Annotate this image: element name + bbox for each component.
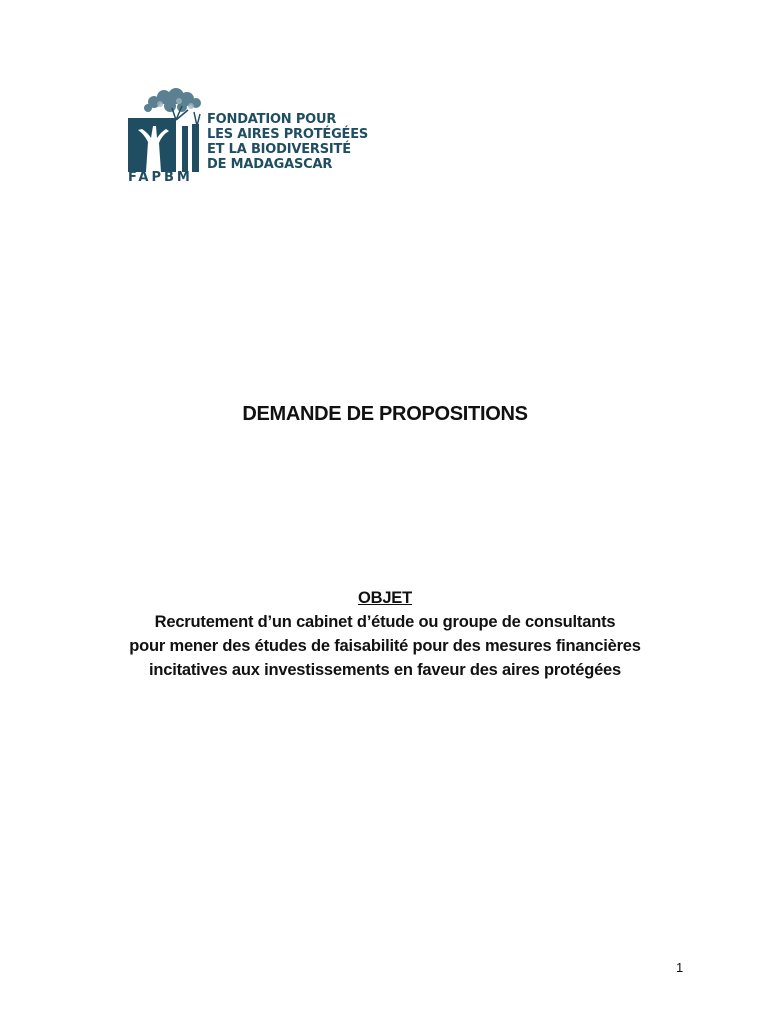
logo-name-line: ET LA BIODIVERSITÉ: [207, 142, 351, 157]
objet-line: incitatives aux investissements en faveur des aires protégées: [148, 661, 622, 679]
objet-line: pour mener des études de faisabilité pour des mesures financières: [129, 637, 641, 655]
logo-name-line: LES AIRES PROTÉGÉES: [207, 127, 369, 142]
logo-foundation-name: [207, 112, 368, 172]
fapbm-logo: [104, 82, 368, 206]
logo-name-line: FONDATION POUR: [207, 112, 337, 127]
logo-name-line: DE MADAGASCAR: [207, 157, 333, 172]
document-title: DEMANDE DE PROPOSITIONS: [242, 403, 528, 425]
objet-section: [0, 586, 770, 682]
page-number: 1: [676, 960, 684, 975]
logo-acronym: FAPBM: [128, 170, 193, 185]
objet-line: Recrutement d’un cabinet d’étude ou groupe de consultants: [154, 613, 616, 631]
objet-heading: OBJET: [357, 589, 412, 607]
